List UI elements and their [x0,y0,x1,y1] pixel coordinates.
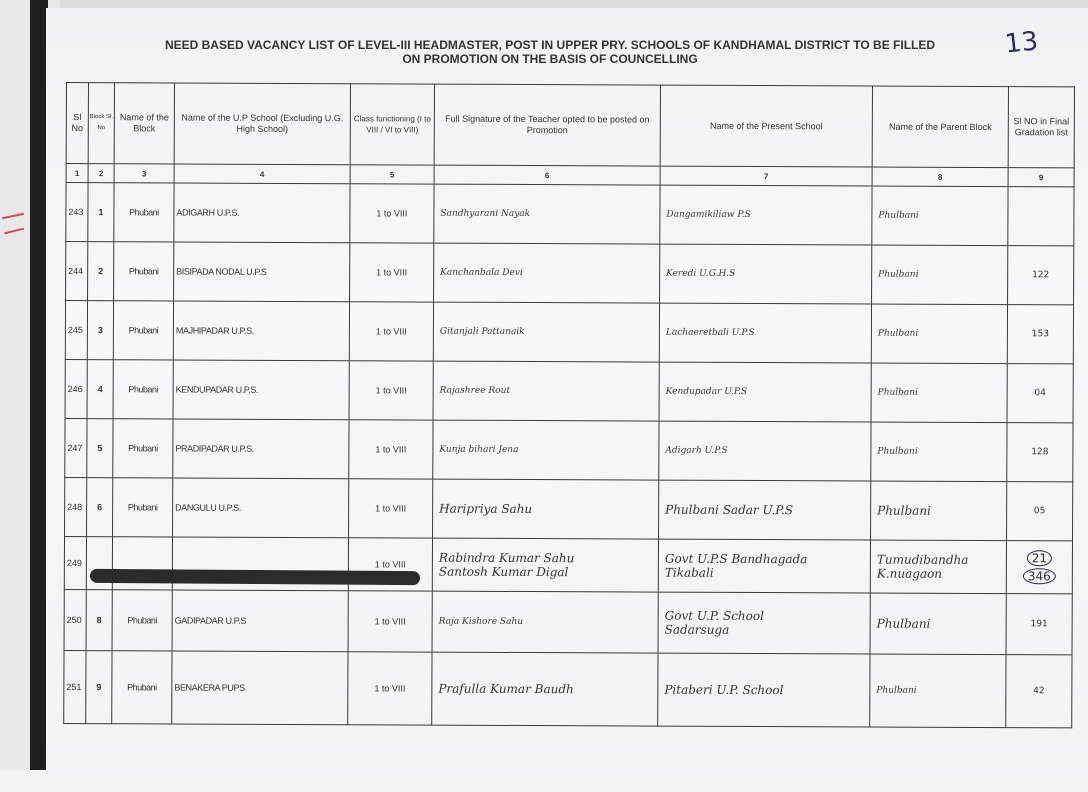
cell-present-school: Pitaberi U.P. School [658,653,870,727]
header-block-sl-no: Block Sl. No [88,83,114,164]
cell-block: Phubani [113,478,173,537]
table-row [65,477,1073,540]
cell-school: MAJHIPADAR U.P.S. [173,301,349,361]
cell-block: Phubani [113,360,173,419]
handwritten-page-number: 13 [1003,26,1040,60]
header-school: Name of the U.P School (Excluding U.G. High School) [174,83,350,165]
cell-class: 1 to VIII [348,591,432,652]
cell-signature: Kunja bihari Jena [433,420,659,480]
cell-gradation: 191 [1006,594,1072,655]
cell-class: 1 to VIII [348,538,432,591]
cell-block-sl: 8 [86,590,112,651]
table-header-row [66,83,1074,168]
cell-parent-block: Phulbani [872,186,1008,246]
cell-sl-no: 245 [65,301,87,360]
cell-class: 1 to VIII [349,302,433,361]
cell-class: 1 to VIII [348,652,432,725]
signature-line: Rabindra Kumar Sahu [438,550,575,566]
cell-block: Phubani [114,242,174,301]
cell-signature: Haripriya Sahu [433,479,659,539]
cell-block: Phubani [113,419,173,478]
cell-class: 1 to VIII [349,361,433,420]
cell-present-school: Keredi U.G.H.S [660,244,872,304]
cell-parent-block: Phulbani [870,593,1006,655]
column-number: 4 [174,164,350,184]
cell-signature [432,538,658,592]
vacancy-table [63,82,1075,728]
cell-gradation: 128 [1007,423,1073,482]
cell-school: BISIPADA NODAL U.P.S [174,242,350,302]
cell-block: Phubani [114,183,174,242]
cell-block-sl: 3 [87,301,113,360]
cell-parent-block: Phulbani [871,422,1007,482]
cell-parent-block: Phulbani [870,654,1006,728]
cell-block-sl: 4 [87,360,113,419]
cell-gradation: 153 [1007,305,1073,364]
header-signature: Full Signature of the Teacher opted to be posted on Promotion [434,84,660,166]
cell-class: 1 to VIII [349,479,433,538]
signature-line: Santosh Kumar Digal [438,564,569,580]
cell-parent-block: Phulbani [871,363,1007,423]
table-row [64,650,1072,727]
cell-block-sl: 2 [88,242,114,301]
cell-parent-block: Phulbani [872,245,1008,305]
column-number: 5 [350,165,434,184]
column-number: 2 [88,164,114,183]
present-school-line: Sadarsuga [664,622,730,637]
cell-school: KENDUPADAR U.P.S. [173,360,349,420]
present-school-line: Govt U.P. School [664,608,764,624]
cell-class: 1 to VIII [350,184,434,243]
cell-sl-no: 244 [66,242,88,301]
header-gradation: Sl NO in Final Gradation list [1008,87,1074,168]
cell-block: Phubani [113,301,173,360]
cell-present-school: Dangamikiliaw P.S [660,185,872,245]
cell-school: BENAKERA PUPS [172,651,348,725]
column-number: 7 [660,166,872,186]
redaction-mark [90,569,420,585]
header-class: Class functioning (I to VIII / VI to VIII) [350,84,434,165]
cell-gradation: 122 [1008,246,1074,305]
column-number: 6 [434,165,660,185]
cell-school: PRADIPADAR U.P.S. [173,419,349,479]
column-number: 1 [66,164,88,183]
cell-present-school: Phulbani Sadar U.P.S [659,480,871,540]
cell-present-school: Kendupadar U.P.S [659,362,871,422]
cell-class: 1 to VIII [350,243,434,302]
table-row [66,183,1074,246]
cell-block-sl: 1 [88,183,114,242]
circled-number: 21 [1027,550,1052,566]
cell-present-school [658,592,870,654]
cell-sl-no: 251 [64,650,86,723]
present-school-line: Govt U.P.S Bandhagada [664,551,808,567]
cell-block-sl: 6 [87,478,113,537]
document-title [120,38,980,66]
cell-school: DANGULU U.P.S. [173,478,349,538]
cell-block-sl: 9 [86,651,112,724]
cell-signature: Sandhyarani Nayak [434,184,660,244]
cell-block: Phubani [112,651,172,724]
column-number: 3 [114,164,174,183]
cell-gradation: 05 [1007,482,1073,541]
table-row [64,589,1072,654]
header-parent-block: Name of the Parent Block [872,86,1008,168]
header-present-school: Name of the Present School [660,85,872,167]
cell-signature: Kanchanbala Devi [434,243,660,303]
cell-gradation: 04 [1007,364,1073,423]
cell-school: GADIPADAR U.P.S [172,590,348,652]
cell-parent-block: Phulbani [871,481,1007,541]
table-row [65,301,1073,364]
cell-parent-block [870,540,1006,594]
parent-block-line: Tumudibandha [876,552,969,567]
cell-signature: Gitanjali Pattanaik [433,302,659,362]
title-line-1: NEED BASED VACANCY LIST OF LEVEL-III HEADMASTER, POST IN UPPER PRY. SCHOOLS OF KANDHAMAL DISTRICT TO BE FILLED [164,38,936,52]
cell-present-school: Adigarh U.P.S [659,421,871,481]
cell-sl-no: 246 [65,359,87,418]
cell-gradation [1008,187,1074,246]
cell-parent-block: Phulbani [871,304,1007,364]
column-number: 9 [1008,168,1074,187]
cell-block: Phubani [112,590,172,651]
circled-number: 346 [1023,568,1056,584]
cell-sl-no: 248 [65,477,87,536]
cell-signature: Rajashree Rout [433,361,659,421]
header-sl-no: Sl No [66,83,88,164]
cell-present-school [658,539,870,593]
column-number: 8 [872,167,1008,187]
header-block: Name of the Block [114,83,174,164]
present-school-line: Tikabali [664,565,714,580]
table-row [65,359,1073,422]
cell-sl-no: 247 [65,418,87,477]
parent-block-line: K.nuagaon [876,566,943,581]
table-row [65,418,1073,481]
cell-signature: Raja Kishore Sahu [432,591,658,653]
cell-sl-no: 249 [64,536,86,589]
table-row [66,242,1074,305]
cell-class: 1 to VIII [349,420,433,479]
cell-signature: Prafulla Kumar Baudh [432,652,658,726]
title-line-2: ON PROMOTION ON THE BASIS OF COUNCELLING [402,52,698,66]
cell-present-school: Lachaeretbali U.P.S [659,303,871,363]
cell-school: ADIGARH U.P.S. [174,183,350,243]
cell-sl-no: 243 [66,183,88,242]
cell-gradation [1006,541,1072,594]
cell-gradation: 42 [1006,655,1072,728]
cell-block-sl: 5 [87,419,113,478]
cell-sl-no: 250 [64,589,86,650]
table-row [64,536,1072,593]
